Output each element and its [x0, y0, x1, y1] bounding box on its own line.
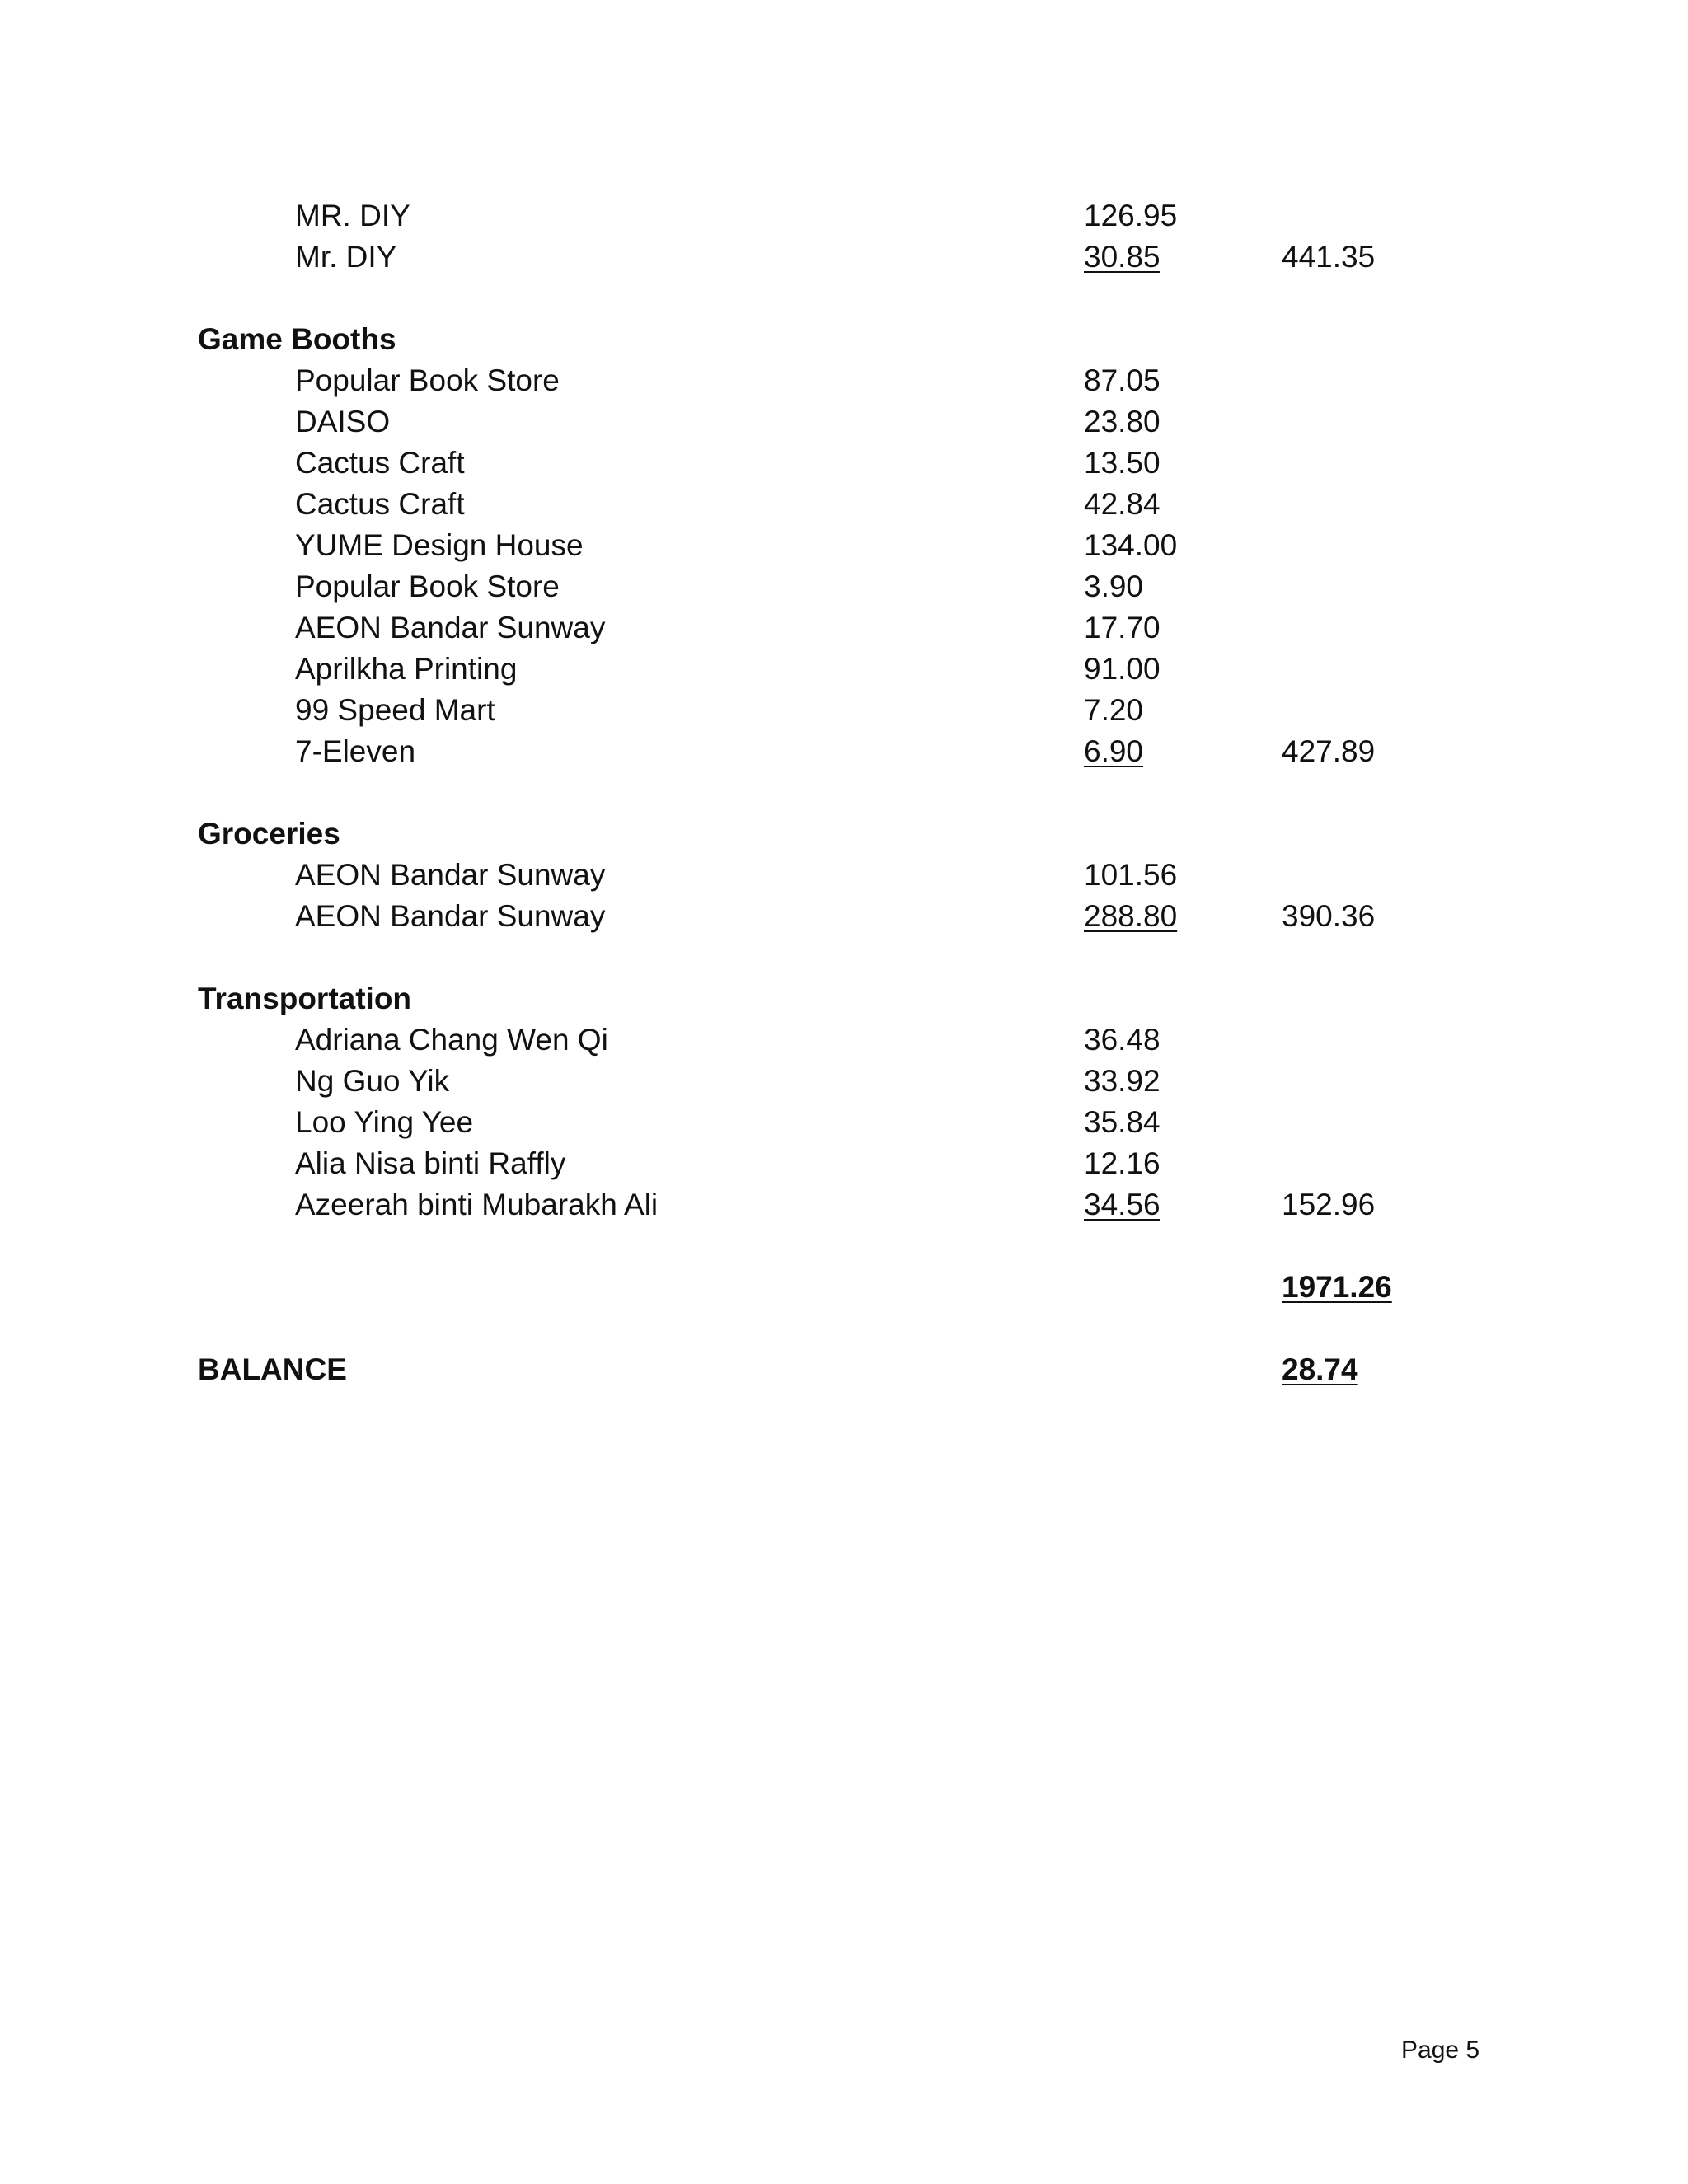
- item-amount: 17.70: [1084, 611, 1160, 644]
- item-name: 7-Eleven: [295, 734, 416, 768]
- section-total: 441.35: [1282, 240, 1376, 274]
- item-amount: 34.56: [1084, 1188, 1160, 1221]
- ledger-row: [198, 525, 1484, 566]
- item-amount: 288.80: [1084, 899, 1178, 933]
- item-amount: 91.00: [1084, 652, 1160, 686]
- item-amount: 33.92: [1084, 1064, 1160, 1098]
- section-heading-row: [198, 319, 1484, 360]
- section-heading: Groceries: [198, 817, 340, 851]
- section-heading: Transportation: [198, 982, 412, 1015]
- item-name: Aprilkha Printing: [295, 652, 518, 686]
- item-name: Popular Book Store: [295, 363, 560, 397]
- item-amount: 3.90: [1084, 569, 1144, 603]
- ledger-row: [198, 360, 1484, 401]
- balance-value: 28.74: [1282, 1352, 1358, 1386]
- balance-label: BALANCE: [198, 1352, 347, 1386]
- ledger-row: [198, 896, 1484, 937]
- item-name: Popular Book Store: [295, 569, 560, 603]
- item-name: AEON Bandar Sunway: [295, 611, 606, 644]
- ledger-row: [198, 1184, 1484, 1226]
- spacer: [198, 1226, 1484, 1267]
- item-name: Cactus Craft: [295, 446, 465, 480]
- item-amount: 134.00: [1084, 528, 1178, 562]
- ledger-row: [198, 484, 1484, 525]
- spacer: [198, 1308, 1484, 1349]
- item-name: Ng Guo Yik: [295, 1064, 450, 1098]
- item-amount: 7.20: [1084, 693, 1144, 727]
- ledger-row: [198, 1143, 1484, 1184]
- item-amount: 30.85: [1084, 240, 1160, 274]
- section-total: 152.96: [1282, 1188, 1376, 1221]
- ledger-row: [198, 1061, 1484, 1102]
- item-name: AEON Bandar Sunway: [295, 899, 606, 933]
- item-name: Alia Nisa binti Raffly: [295, 1146, 566, 1180]
- ledger-row: [198, 443, 1484, 484]
- item-amount: 42.84: [1084, 487, 1160, 521]
- ledger-row: [198, 607, 1484, 649]
- ledger-row: [198, 195, 1484, 237]
- ledger-row: [198, 566, 1484, 607]
- item-name: Cactus Craft: [295, 487, 465, 521]
- ledger-row: [198, 855, 1484, 896]
- item-amount: 87.05: [1084, 363, 1160, 397]
- item-amount: 36.48: [1084, 1023, 1160, 1057]
- item-name: MR. DIY: [295, 199, 410, 232]
- ledger-row: [198, 401, 1484, 443]
- spacer: [198, 772, 1484, 813]
- ledger-row: [198, 731, 1484, 772]
- section-heading-row: [198, 813, 1484, 855]
- spacer: [198, 937, 1484, 978]
- item-name: YUME Design House: [295, 528, 584, 562]
- item-amount: 126.95: [1084, 199, 1178, 232]
- item-amount: 23.80: [1084, 405, 1160, 438]
- item-name: Loo Ying Yee: [295, 1105, 474, 1139]
- ledger-row: [198, 1102, 1484, 1143]
- section-total: 390.36: [1282, 899, 1376, 933]
- grand-total: 1971.26: [1282, 1270, 1392, 1304]
- ledger-row: [198, 1019, 1484, 1061]
- section-total: 427.89: [1282, 734, 1376, 768]
- item-name: Adriana Chang Wen Qi: [295, 1023, 608, 1057]
- page-number: Page 5: [1401, 2036, 1480, 2064]
- grand-total-row: [198, 1267, 1484, 1308]
- spacer: [198, 278, 1484, 319]
- item-amount: 35.84: [1084, 1105, 1160, 1139]
- item-name: AEON Bandar Sunway: [295, 858, 606, 892]
- balance-row: [198, 1349, 1484, 1390]
- ledger-row: [198, 649, 1484, 690]
- ledger-row: [198, 237, 1484, 278]
- ledger-row: [198, 690, 1484, 731]
- item-amount: 6.90: [1084, 734, 1144, 768]
- item-amount: 101.56: [1084, 858, 1178, 892]
- section-heading-row: [198, 978, 1484, 1019]
- item-name: Mr. DIY: [295, 240, 397, 274]
- item-amount: 12.16: [1084, 1146, 1160, 1180]
- item-name: 99 Speed Mart: [295, 693, 495, 727]
- expense-ledger: [198, 195, 1484, 1390]
- section-heading: Game Booths: [198, 322, 396, 356]
- item-name: Azeerah binti Mubarakh Ali: [295, 1188, 659, 1221]
- item-name: DAISO: [295, 405, 391, 438]
- item-amount: 13.50: [1084, 446, 1160, 480]
